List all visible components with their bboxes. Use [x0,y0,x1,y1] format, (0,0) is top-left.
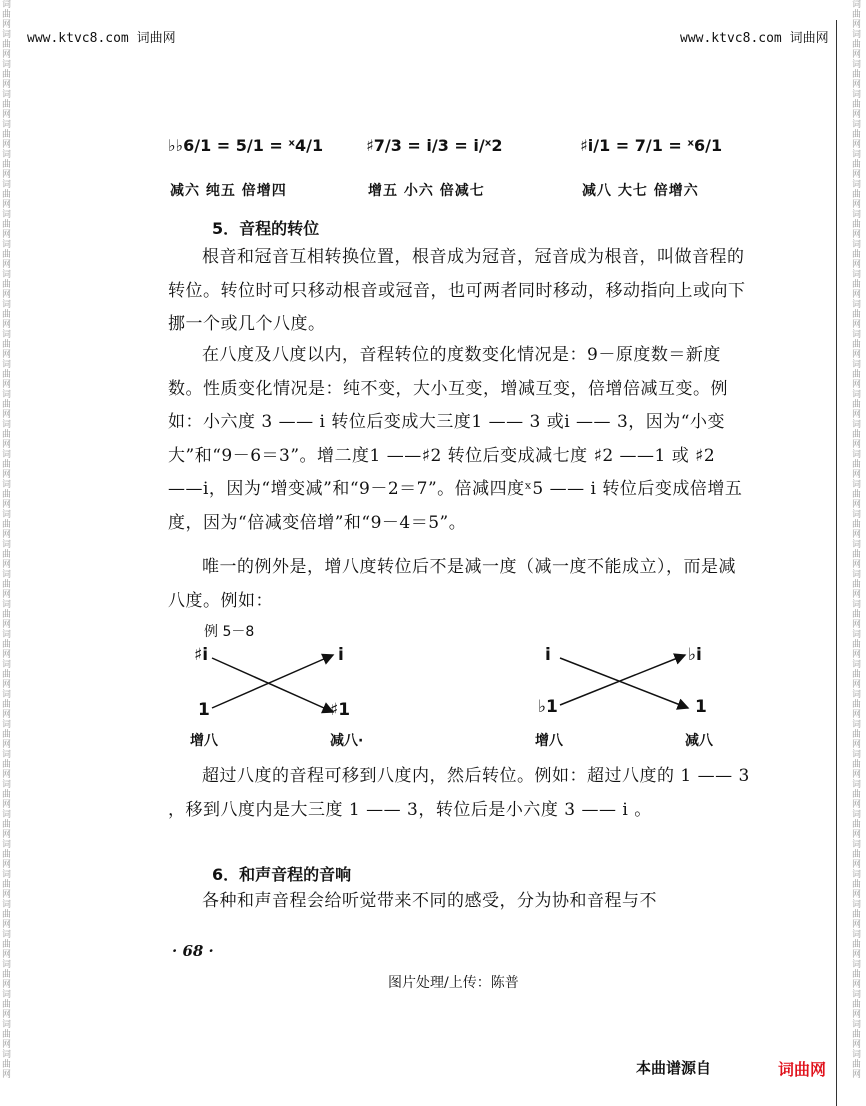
arrow-left-up [212,655,333,708]
ex-right-top-left: i [545,645,551,665]
source-label: 本曲谱源自 [636,1059,712,1077]
left-watermark-strip: 词曲网词曲网词曲网词曲网词曲网词曲网词曲网词曲网词曲网词曲网词曲网词曲网词曲网词曲网词曲网词曲网词曲网词曲网词曲网词曲网词曲网词曲网词曲网词曲网词曲网词曲网词曲网词曲网词曲网词曲网词曲网词曲网词曲网词曲网词曲网词曲网 [2,0,12,1080]
arrow-right-up [560,655,685,705]
paragraph-exception: 唯一的例外是，增八度转位后不是减一度（减一度不能成立），而是减八度。例如： [168,557,736,611]
paragraph-compound-interval: 超过八度的音程可移到八度内，然后转位。例如：超过八度的 1 —— 3 ，移到八度内是大三度 1 —— 3，转位后是小六度 3 —— i 。 [168,766,750,820]
ex-right-caption-right: 减八 [685,733,713,749]
paragraph-inversion-rules: 在八度及八度以内，音程转位的度数变化情况是：9－原度数＝新度数。性质变化情况是：纯不变，大小互变，增减互变，倍增倍减互变。例如：小六度 3 —— i 转位后变成大三度1 —— 3 或i —— 3，因为“小变大”和“9－6＝3”。增二度1 ——♯2 转位后变成减七度 ♯2 ——1 或 ♯2——i，因为“增变减”和“9－2＝7”。倍减四度ˣ5 —— i 转位后变成倍增五度，因为“倍减变倍增”和“9－4＝5”。 [168,345,743,533]
upload-credit: 图片处理/上传：陈普 [388,975,519,991]
ex-left-top-left: ♯i [194,645,209,665]
ex-left-top-right: i [338,645,344,665]
ex-left-caption-left: 增八 [190,733,218,749]
paragraph-inversion-definition: 根音和冠音互相转换位置，根音成为冠音，冠音成为根音，叫做音程的转位。转位时可只移动根音或冠音，也可两者同时移动，移动指向上或向下挪一个或几个八度。 [168,247,746,334]
ex-right-bottom-left: ♭1 [538,697,558,717]
interval-example-2: ♯7/3 = i/3 = i/ˣ2 [366,136,503,155]
arrow-left-down [212,658,333,712]
paragraph-harmonic-sound: 各种和声音程会给听觉带来不同的感受，分为协和音程与不 [202,891,657,911]
ex-right-caption-left: 增八 [535,733,563,749]
header-site-left[interactable]: www.ktvc8.com 词曲网 [27,31,176,46]
interval-names-1: 减六 纯五 倍增四 [170,183,287,199]
brand-logo-text[interactable]: 词曲网 [778,1060,827,1079]
arrow-right-down [560,658,688,708]
interval-example-1: ♭♭6/1 = 5/1 = ˣ4/1 [168,136,324,155]
ex-right-top-right: ♭i [688,645,702,665]
example-label: 例 5－8 [204,624,255,640]
interval-names-2: 增五 小六 倍减七 [368,183,485,199]
interval-names-3: 减八 大七 倍增六 [582,183,699,199]
section-heading-6: 6．和声音程的音响 [212,865,352,884]
ex-left-bottom-left: 1 [198,700,210,720]
right-watermark-strip: 词曲网词曲网词曲网词曲网词曲网词曲网词曲网词曲网词曲网词曲网词曲网词曲网词曲网词曲网词曲网词曲网词曲网词曲网词曲网词曲网词曲网词曲网词曲网词曲网词曲网词曲网词曲网词曲网词曲网词曲网词曲网词曲网词曲网词曲网词曲网词曲网 [852,0,862,1080]
ex-right-bottom-right: 1 [695,697,707,717]
ex-left-bottom-right: ♯1 [330,700,351,720]
page-number: · 68 · [172,942,214,960]
ex-left-caption-right: 减八· [330,733,364,749]
section-heading-5: 5．音程的转位 [212,219,320,238]
header-site-right[interactable]: www.ktvc8.com 词曲网 [680,31,829,46]
interval-example-3: ♯i/1 = 7/1 = ˣ6/1 [580,136,723,155]
